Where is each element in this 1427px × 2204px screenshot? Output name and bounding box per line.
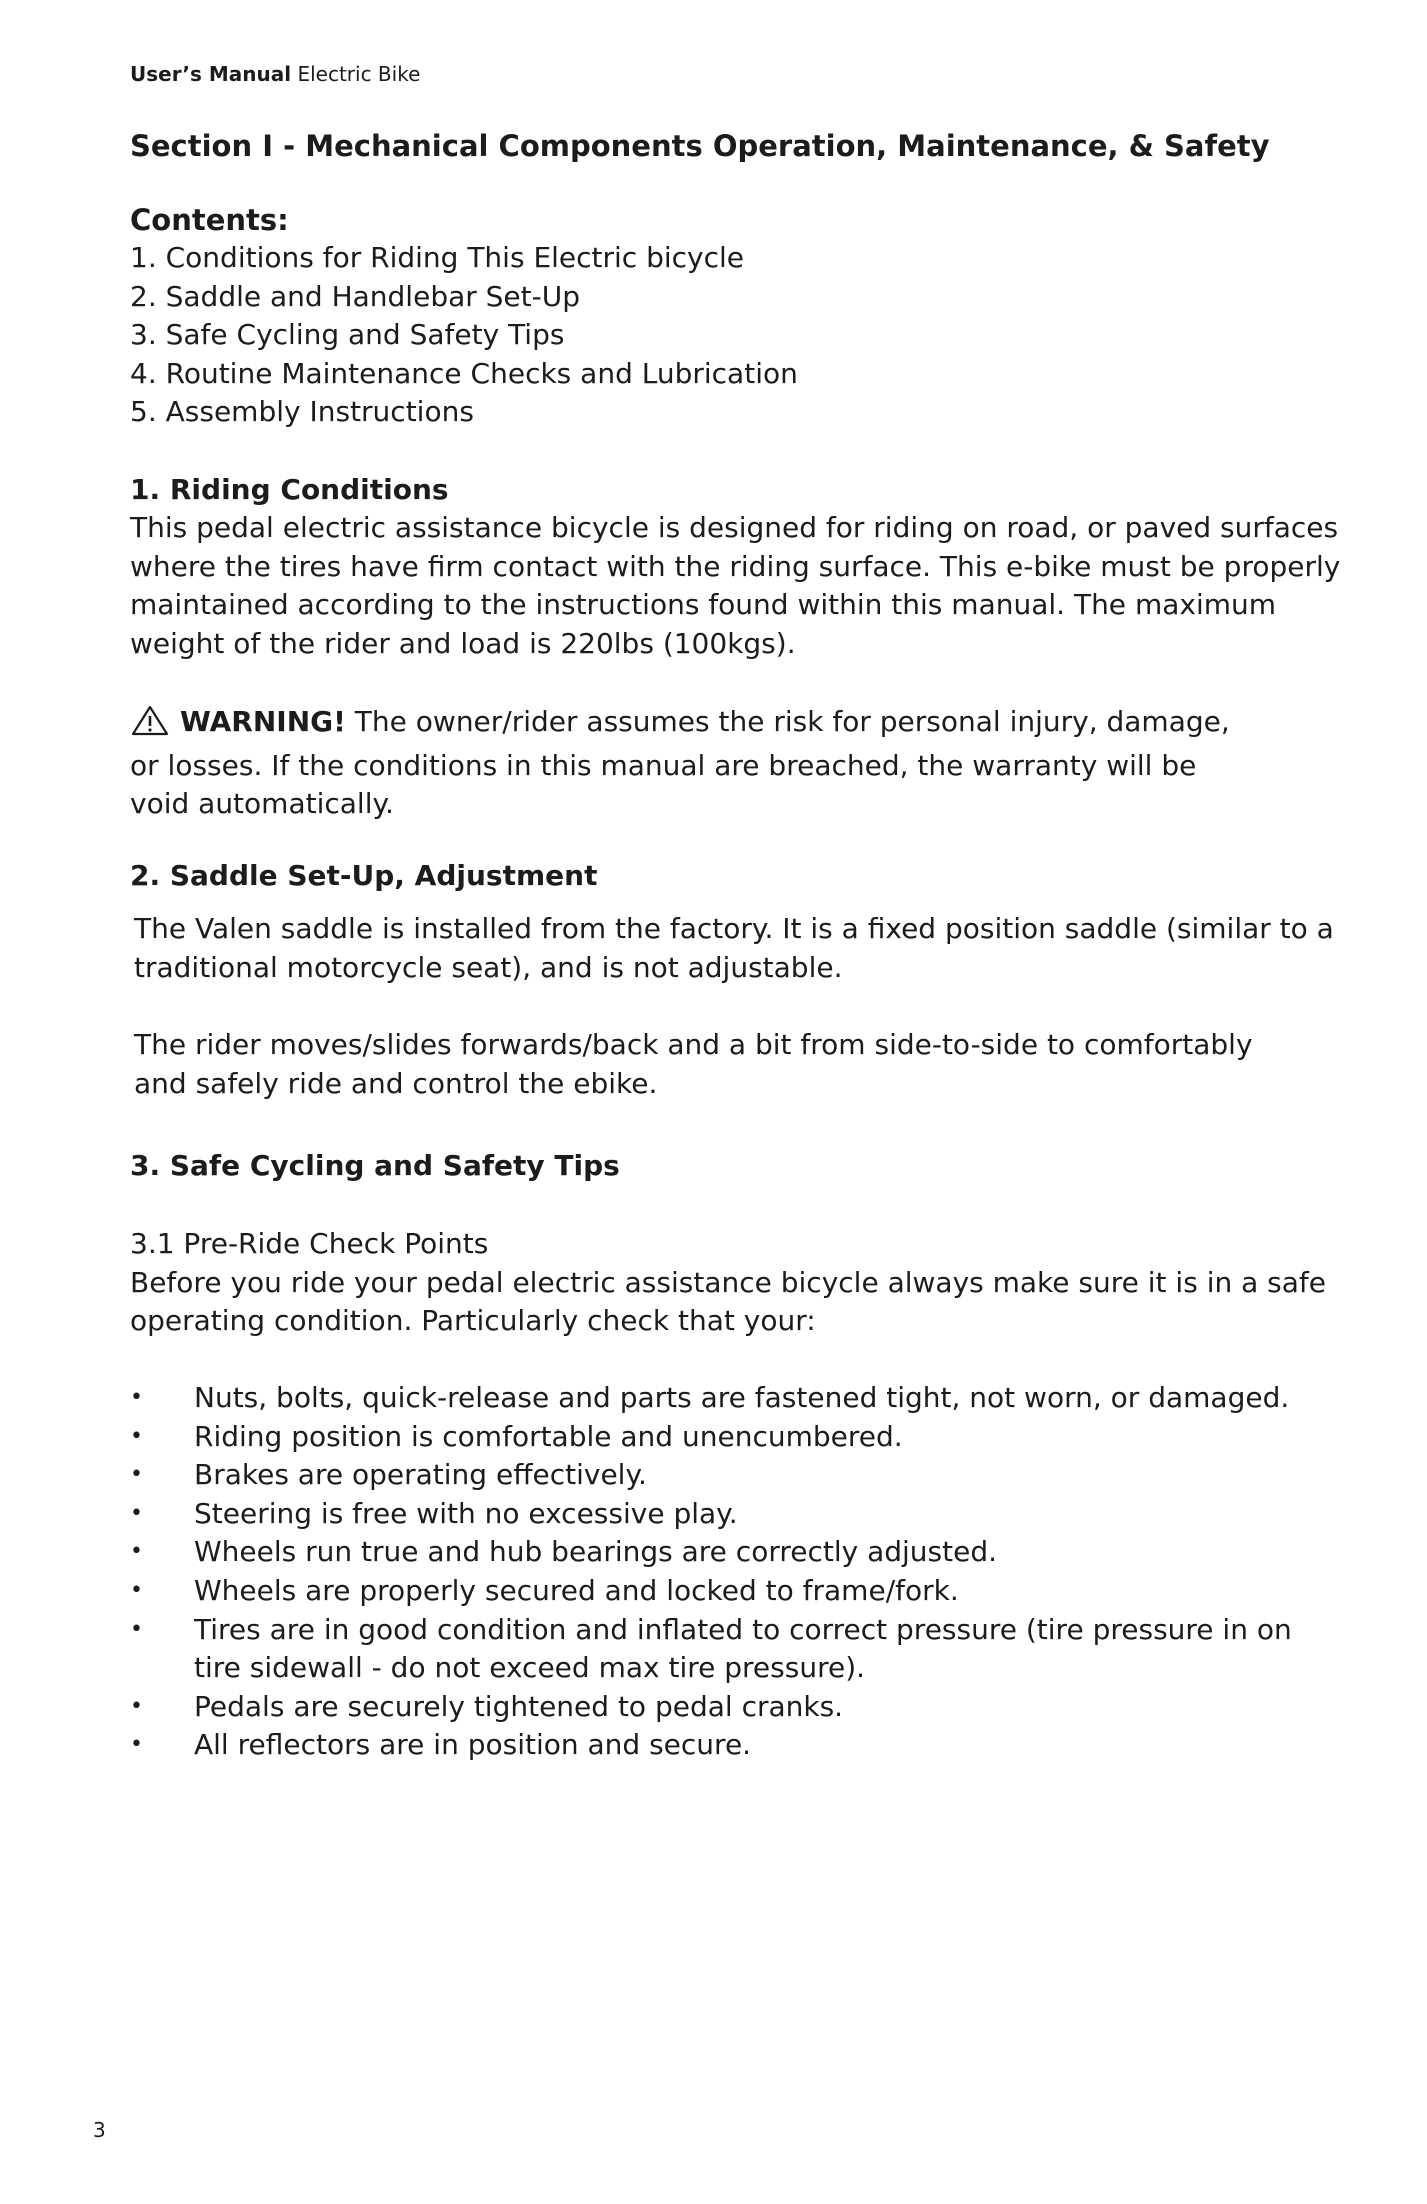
list-item xyxy=(130,1379,1292,1418)
list-item-text: All reflectors are in position and secure. xyxy=(194,1728,752,1762)
list-item-text: Riding position is comfortable and unencumbered. xyxy=(194,1419,903,1453)
bullet-icon: • xyxy=(130,1500,143,1526)
bullet-icon: • xyxy=(130,1423,143,1449)
section-title: Section I - Mechanical Components Operation, Maintenance, & Safety xyxy=(130,129,1270,163)
list-item xyxy=(130,1533,1292,1572)
paragraph-line: The Valen saddle is installed from the factory. It is a fixed position saddle (similar to a xyxy=(134,912,1334,945)
paragraph-line: The rider moves/slides forwards/back and a bit from side-to-side to comfortably xyxy=(134,1028,1253,1061)
paragraph-line: and safely ride and control the ebike. xyxy=(134,1066,658,1100)
list-item-text: Wheels are properly secured and locked to frame/fork. xyxy=(194,1573,959,1607)
bullet-icon: • xyxy=(130,1616,143,1642)
safety-heading: 3. Safe Cycling and Safety Tips xyxy=(130,1149,620,1182)
list-item-text: tire sidewall - do not exceed max tire pressure). xyxy=(194,1651,866,1685)
warning-line: or losses. If the conditions in this manual are breached, the warranty will be xyxy=(130,748,1197,782)
paragraph-line: where the tires have firm contact with the riding surface. This e-bike must be properly xyxy=(130,549,1341,583)
paragraph-line: weight of the rider and load is 220lbs (100kgs). xyxy=(130,626,796,660)
bullet-icon: • xyxy=(130,1462,143,1488)
warning-label: WARNING! xyxy=(180,705,346,738)
list-item xyxy=(130,1495,1292,1534)
pre-ride-subheading: 3.1 Pre-Ride Check Points xyxy=(130,1227,489,1260)
bullet-icon: • xyxy=(130,1577,143,1603)
warning-text: The owner/rider assumes the risk for personal injury, damage, xyxy=(345,705,1230,738)
contents-item: 2. Saddle and Handlebar Set-Up xyxy=(130,279,581,313)
list-item xyxy=(130,1611,1292,1650)
list-item-text: Brakes are operating effectively. xyxy=(194,1458,647,1492)
paragraph-line: traditional motorcycle seat), and is not adjustable. xyxy=(134,950,843,984)
paragraph-line: Before you ride your pedal electric assistance bicycle always make sure it is in a safe xyxy=(130,1265,1327,1299)
paragraph-line: maintained according to the instructions found within this manual. The maximum xyxy=(130,588,1277,622)
list-item xyxy=(130,1572,1292,1611)
paragraph-line: This pedal electric assistance bicycle is designed for riding on road, or paved surfaces xyxy=(130,511,1339,544)
list-item-text: Steering is free with no excessive play. xyxy=(194,1496,738,1530)
pre-ride-checklist xyxy=(130,1379,1292,1765)
list-item-continuation xyxy=(130,1649,1292,1688)
list-item-text: Tires are in good condition and inflated to correct pressure (tire pressure in on xyxy=(194,1612,1292,1646)
pre-ride-block xyxy=(130,1225,1326,1341)
contents-item: 4. Routine Maintenance Checks and Lubrication xyxy=(130,356,798,390)
contents-item: 3. Safe Cycling and Safety Tips xyxy=(130,318,565,352)
safety-heading-wrap xyxy=(130,1147,620,1185)
warning-line xyxy=(130,703,1230,747)
bullet-icon: • xyxy=(130,1693,143,1719)
warning-line: void automatically. xyxy=(130,787,394,821)
saddle-paragraph-1 xyxy=(134,910,1334,987)
riding-conditions-section xyxy=(130,471,1340,663)
contents-heading: Contents: xyxy=(130,203,289,237)
list-item xyxy=(130,1418,1292,1457)
warning-triangle-icon xyxy=(130,704,170,747)
paragraph-line: operating condition. Particularly check that your: xyxy=(130,1304,816,1338)
saddle-heading: 2. Saddle Set-Up, Adjustment xyxy=(130,859,598,892)
saddle-paragraph-2 xyxy=(134,1026,1253,1103)
contents-block xyxy=(130,201,798,432)
bullet-icon: • xyxy=(130,1732,143,1758)
list-item xyxy=(130,1688,1292,1727)
page-number: 3 xyxy=(93,2118,106,2142)
running-header xyxy=(130,62,420,86)
warning-block xyxy=(130,703,1230,824)
list-item-text: Pedals are securely tightened to pedal cranks. xyxy=(194,1689,844,1723)
header-product-label: Electric Bike xyxy=(291,62,421,86)
list-item-text: Wheels run true and hub bearings are correctly adjusted. xyxy=(194,1535,998,1569)
list-item xyxy=(130,1726,1292,1765)
saddle-section-heading-wrap xyxy=(130,857,597,895)
bullet-icon: • xyxy=(130,1385,143,1410)
contents-item: 1. Conditions for Riding This Electric bicycle xyxy=(130,241,745,274)
riding-conditions-heading: 1. Riding Conditions xyxy=(130,473,449,506)
list-item-text: Nuts, bolts, quick-release and parts are fastened tight, not worn, or damaged. xyxy=(194,1381,1290,1414)
header-manual-label: User’s Manual xyxy=(130,62,292,86)
bullet-icon: • xyxy=(130,1539,143,1565)
list-item xyxy=(130,1456,1292,1495)
contents-item: 5. Assembly Instructions xyxy=(130,395,474,429)
